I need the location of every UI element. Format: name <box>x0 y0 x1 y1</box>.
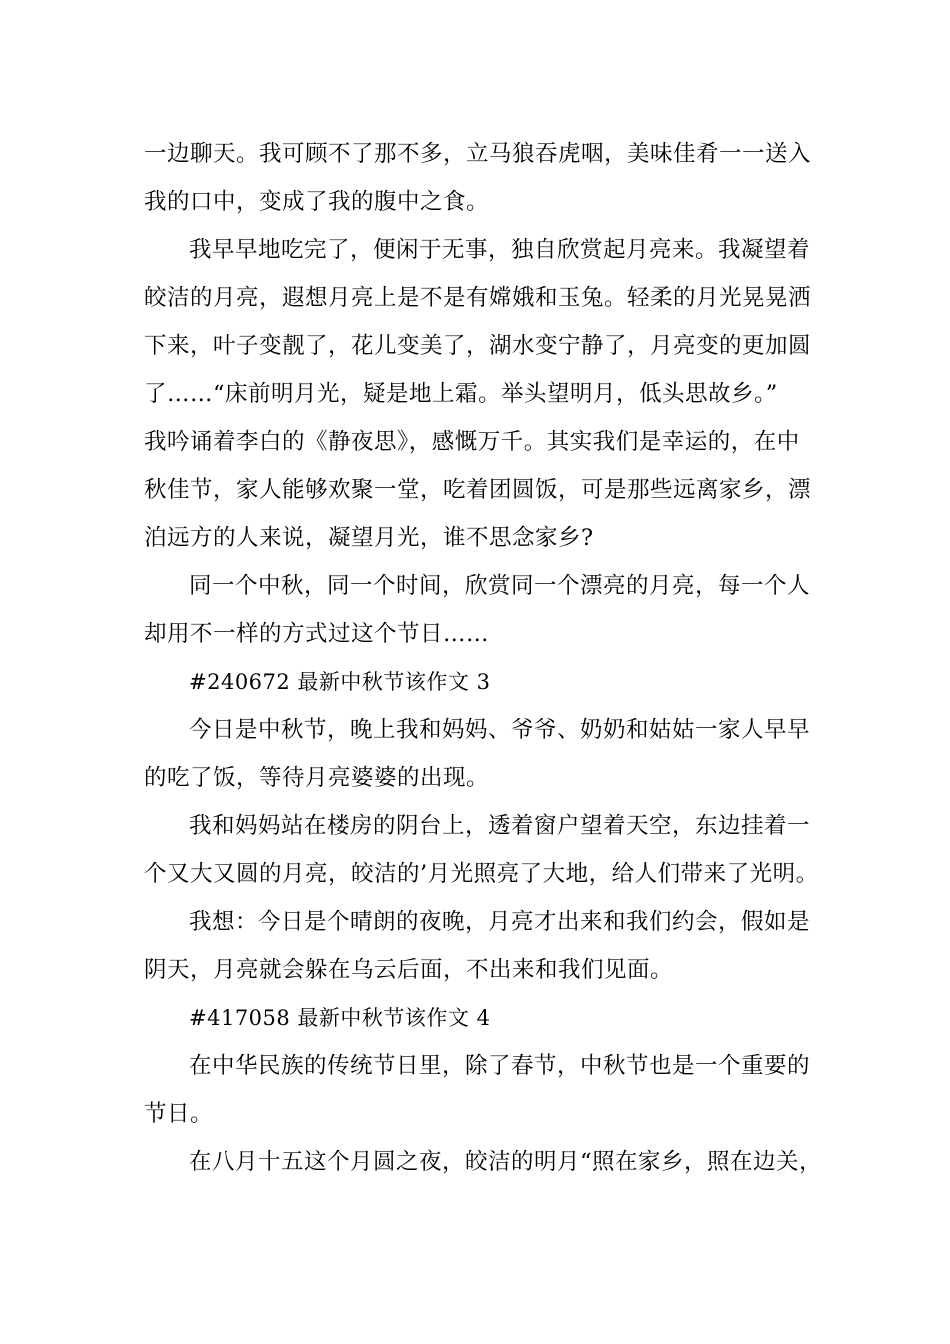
text-line: 泊远方的人来说，凝望月光，谁不思念家乡? <box>144 525 594 551</box>
document-body <box>144 130 824 1186</box>
text-line: 我的口中，变成了我的腹中之食。 <box>144 189 490 215</box>
text-line: 我早早地吃完了，便闲于无事，独自欣赏起月亮来。我凝望着 <box>189 237 811 263</box>
text-line: 我和妈妈站在楼房的阴台上，透着窗户望着天空，东边挂着一 <box>189 813 811 839</box>
text-line: 皎洁的月亮，遐想月亮上是不是有嫦娥和玉兔。轻柔的月光晃晃洒 <box>144 285 812 311</box>
text-line: 我吟诵着李白的《静夜思》，感慨万千。其实我们是幸运的，在中 <box>144 429 800 455</box>
text-line: 节日。 <box>144 1101 214 1127</box>
text-line: 阴天，月亮就会躲在乌云后面，不出来和我们见面。 <box>144 957 674 983</box>
text-line: 下来，叶子变靓了，花儿变美了，湖水变宁静了，月亮变的更加圆 <box>144 333 812 359</box>
text-line: 却用不一样的方式过这个节日…… <box>144 621 490 647</box>
text-line: 同一个中秋，同一个时间，欣赏同一个漂亮的月亮，每一个人 <box>189 573 811 599</box>
text-line: 一边聊天。我可顾不了那不多，立马狼吞虎咽，美味佳肴一一送入 <box>144 141 812 167</box>
section-heading: #240672 最新中秋节该作文 3 <box>189 670 491 694</box>
text-line: 在八月十五这个月圆之夜，皎洁的明月“照在家乡，照在边关， <box>189 1149 823 1175</box>
section-heading: #417058 最新中秋节该作文 4 <box>189 1006 491 1030</box>
text-line: 秋佳节，家人能够欢聚一堂，吃着团圆饭，可是那些远离家乡，漂 <box>144 477 812 503</box>
text-line: 今日是中秋节，晚上我和妈妈、爷爷、奶奶和姑姑一家人早早 <box>189 717 811 743</box>
text-line: 了……“床前明月光，疑是地上霜。举头望明月，低头思故乡。” <box>144 381 778 407</box>
text-line: 的吃了饭，等待月亮婆婆的出现。 <box>144 765 490 791</box>
text-line: 个又大又圆的月亮，皎洁的’月光照亮了大地，给人们带来了光明。 <box>144 861 819 887</box>
text-line: 在中华民族的传统节日里，除了春节，中秋节也是一个重要的 <box>189 1053 811 1079</box>
text-line: 我想：今日是个晴朗的夜晚，月亮才出来和我们约会，假如是 <box>189 909 811 935</box>
